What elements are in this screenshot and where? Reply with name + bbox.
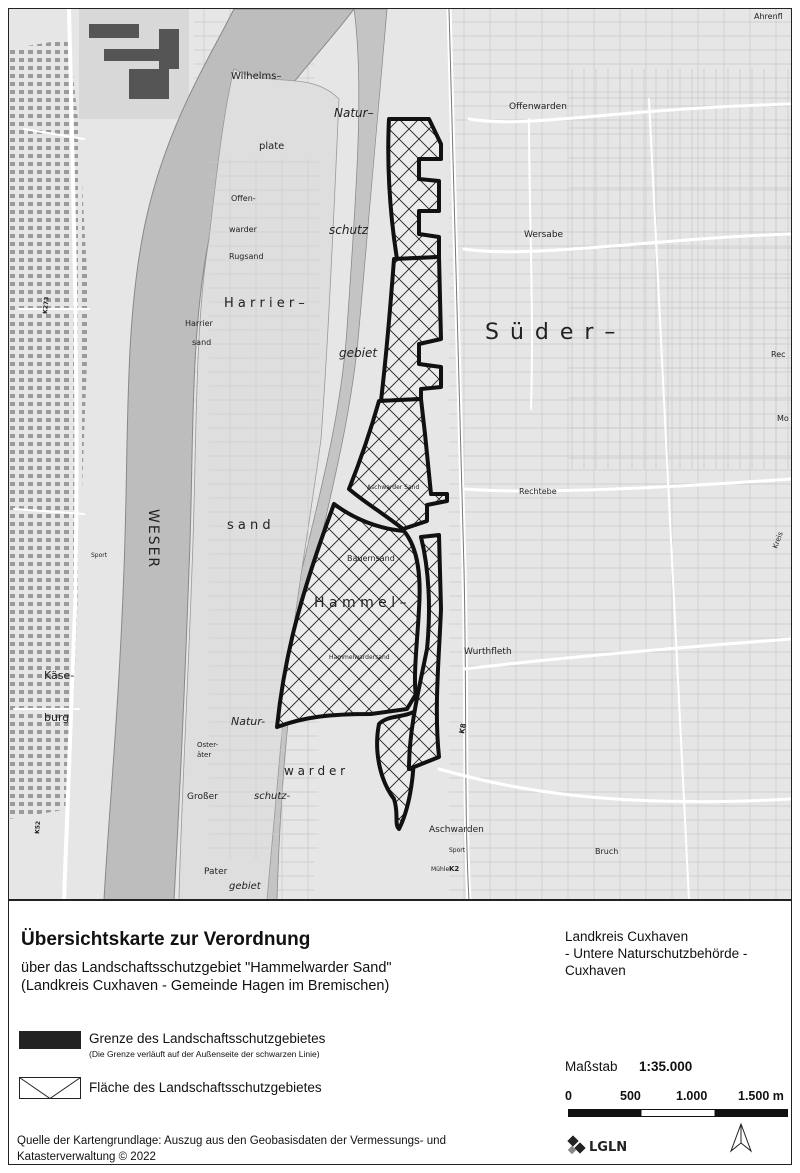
label-sand-small: sand: [192, 338, 212, 347]
label-k8: K8: [458, 722, 468, 735]
label-hammel: H a m m e l –: [314, 595, 407, 611]
label-natur-top: Natur–: [334, 106, 374, 120]
scale-bar: [568, 1109, 788, 1117]
label-grosser: Großer: [187, 792, 218, 802]
protected-area-north: [388, 119, 441, 259]
label-muhle: Mühle: [431, 866, 450, 873]
label-gebiet-bottom: gebiet: [229, 881, 261, 892]
authority-line2: - Untere Naturschutzbehörde -: [565, 946, 748, 961]
label-wurthfleth: Wurthfleth: [464, 647, 512, 657]
label-rugsand: Rugsand: [229, 252, 264, 261]
border-legend-label: Grenze des Landschaftsschutzgebietes: [89, 1031, 326, 1046]
east-fields-vertical: [569, 69, 791, 469]
label-ahrenfl: Ahrenfl: [754, 12, 783, 21]
border-legend-note: (Die Grenze verläuft auf der Außenseite der schwarzen Linie): [89, 1049, 320, 1059]
label-sport-left: Sport: [91, 552, 108, 559]
area-legend-swatch: [19, 1077, 81, 1099]
label-harrier-big: H a r r i e r –: [224, 296, 305, 311]
label-wersabe: Wersabe: [524, 230, 564, 240]
label-aschwarden: Aschwarden: [429, 825, 484, 835]
area-legend-label: Fläche des Landschaftsschutzgebietes: [89, 1080, 322, 1095]
label-wilhelms: Wilhelms–: [231, 71, 282, 82]
label-kase: Käse-: [44, 669, 75, 682]
source-line1: Quelle der Kartengrundlage: Auszug aus den Geobasisdaten der Vermessungs- und: [17, 1135, 446, 1147]
label-k2: K2: [449, 865, 460, 873]
label-offen: Offen-: [231, 194, 256, 203]
label-schutz-bottom: schutz-: [254, 791, 291, 802]
border-legend-swatch: [19, 1031, 81, 1049]
label-pater: Pater: [204, 867, 228, 877]
scale-tick: 1.000: [676, 1089, 708, 1103]
label-warder-w: warder: [229, 225, 257, 234]
label-bauernsand: Bauernsand: [347, 554, 395, 563]
label-rechtebe: Rechtebe: [519, 487, 557, 496]
legend-panel: [9, 901, 791, 1164]
topographic-map: [9, 9, 791, 900]
lgln-logo: [567, 1133, 647, 1157]
label-oster-ater: äter: [197, 751, 212, 759]
label-schutz-top: schutz: [329, 223, 369, 237]
label-mo: Mo: [777, 414, 789, 423]
label-weser: WESER: [145, 509, 161, 570]
label-natur-bottom: Natur-: [231, 715, 266, 728]
legend-subtitle-line2: (Landkreis Cuxhaven - Gemeinde Hagen im Bremischen): [21, 978, 390, 994]
label-rec: Rec: [771, 350, 786, 359]
label-oster: Oster-: [197, 741, 219, 749]
label-sand-big: s a n d: [227, 518, 271, 533]
authority-line1: Landkreis Cuxhaven: [565, 929, 689, 944]
scale-tick: 500: [620, 1089, 641, 1103]
label-k273: K273: [42, 296, 51, 315]
legend-subtitle-line1: über das Landschaftsschutzgebiet "Hammelwarder Sand": [21, 960, 392, 976]
label-k52: K52: [34, 820, 43, 835]
lgln-logo-text: LGLN: [589, 1140, 628, 1155]
scale-tick: 0: [565, 1089, 572, 1103]
label-burg: burg: [44, 711, 70, 724]
legend-title: Übersichtskarte zur Verordnung: [21, 929, 311, 950]
island-fields: [209, 159, 319, 859]
scale-tick: 1.500 m: [738, 1089, 784, 1103]
label-suder: S ü d e r –: [485, 320, 618, 345]
label-plate: plate: [259, 141, 285, 152]
label-warder-big: w a r d e r: [284, 764, 346, 778]
label-bruch: Bruch: [595, 847, 619, 856]
north-arrow-icon: [730, 1123, 752, 1153]
label-offenwarden: Offenwarden: [509, 102, 567, 112]
label-aschwarder-sand: Aschwarder Sand: [367, 484, 420, 491]
label-sport: Sport: [449, 847, 466, 854]
label-gebiet-top: gebiet: [339, 346, 378, 360]
scale-value: 1:35.000: [639, 1059, 693, 1074]
authority-line3: Cuxhaven: [565, 963, 626, 978]
scale-label: Maßstab: [565, 1059, 618, 1074]
label-kreis: Kreis: [771, 530, 785, 550]
source-line2: Katasterverwaltung © 2022: [17, 1151, 156, 1163]
label-hammelwardersand: Hammelwardersand: [329, 654, 390, 661]
label-harrier-small: Harrier: [185, 319, 213, 328]
